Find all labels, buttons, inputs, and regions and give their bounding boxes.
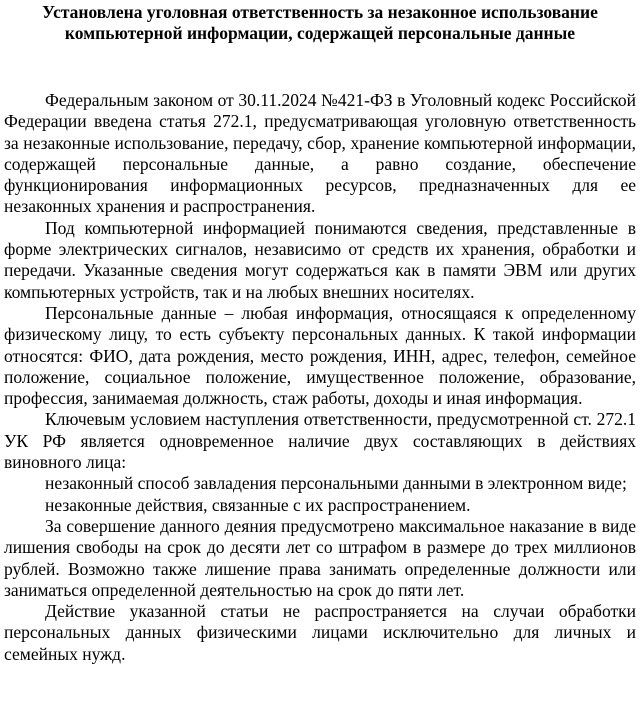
document-body	[4, 90, 636, 665]
title-line-1: Установлена уголовная ответственность за незаконное использование	[42, 2, 598, 22]
document-title	[4, 2, 636, 44]
title-line-2: компьютерной информации, содержащей персональные данные	[64, 23, 576, 43]
paragraph-punishment: За совершение данного деяния предусмотрено максимальное наказание в виде лишения свободы на срок до десяти лет со штрафом в размере до трех миллионов рублей. Возможно также лишение права занимать определенные должности или заниматься определенной деятельностью на срок до пяти лет.	[4, 515, 636, 600]
paragraph-law-intro: Федеральным законом от 30.11.2024 №421-ФЗ в Уголовный кодекс Российской Федерации введена статья 272.1, предусматривающая уголовную ответственность за незаконные использование, передачу, сбор, хранение компьютерной информации, содержащей персональные данные, а равно создание, обеспечение функционирования информационных ресурсов, предназначенных для ее незаконных хранения и распространения.	[4, 90, 636, 217]
paragraph-computer-information: Под компьютерной информацией понимаются сведения, представленные в форме электрических сигналов, независимо от средств их хранения, обработки и передачи. Указанные сведения могут содержаться как в памяти ЭВМ или других компьютерных устройств, так и на любых внешних носителях.	[4, 217, 636, 302]
paragraph-key-condition: Ключевым условием наступления ответственности, предусмотренной ст. 272.1 УК РФ является одновременное наличие двух составляющих в действиях виновного лица:	[4, 409, 636, 473]
paragraph-condition-1: незаконный способ завладения персональными данными в электронном виде;	[45, 473, 627, 494]
title-spacer	[4, 44, 636, 90]
paragraph-exception: Действие указанной статьи не распространяется на случаи обработки персональных данных физическими лицами исключительно для личных и семейных нужд.	[4, 601, 636, 664]
paragraph-condition-2: незаконные действия, связанные с их распространением.	[45, 494, 471, 515]
paragraph-personal-data: Персональные данные – любая информация, относящаяся к определенному физическому лицу, то есть субъекту персональных данных. К такой информации относятся: ФИО, дата рождения, место рождения, ИНН, адрес, телефон, семейное положение, социальное положение, имущественное положение, образование, профессия, занимаемая должность, стаж работы, доходы и иная информация.	[4, 302, 636, 409]
